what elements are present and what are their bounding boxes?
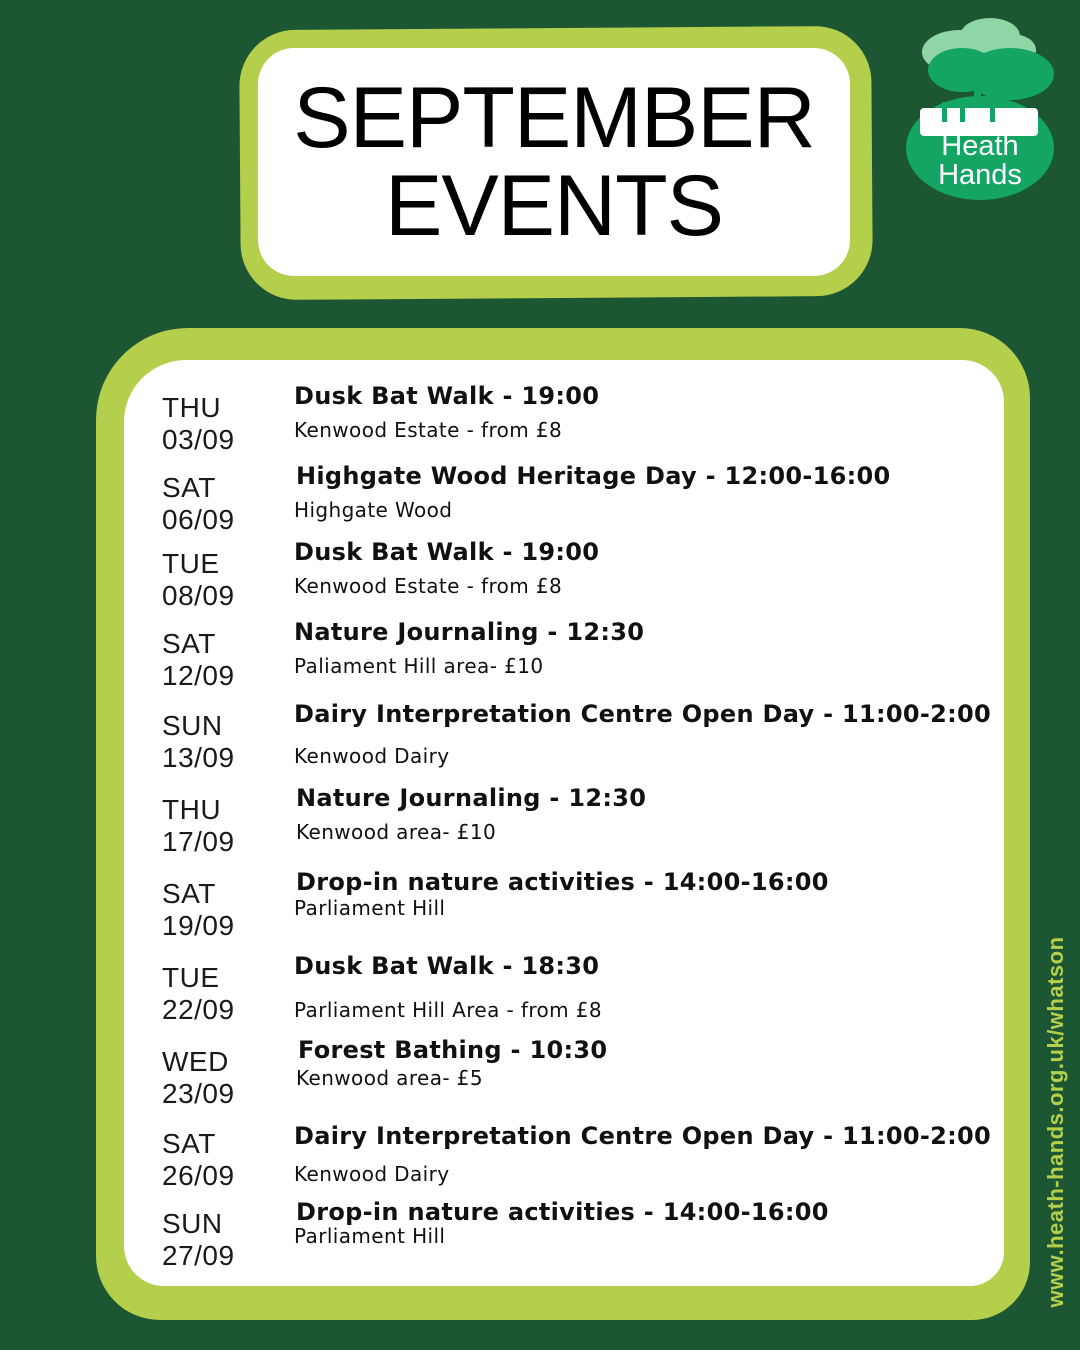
event-date: 17/09	[162, 826, 235, 857]
event-location: Kenwood area- £10	[296, 820, 497, 844]
event-day: THU	[162, 392, 222, 423]
event-location: Highgate Wood	[294, 498, 453, 522]
heath-hands-logo	[900, 10, 1060, 205]
event-title: Drop-in nature activities - 14:00-16:00	[296, 1198, 829, 1226]
event-location: Kenwood area- £5	[296, 1066, 484, 1090]
event-title: Nature Journaling - 12:30	[296, 784, 647, 812]
event-day: SAT	[162, 1128, 216, 1159]
event-day: SUN	[162, 1208, 223, 1239]
event-location: Paliament Hill area- £10	[294, 654, 544, 678]
logo-text-line-2: Hands	[938, 159, 1022, 191]
event-title: Dairy Interpretation Centre Open Day - 11:00-2:00	[294, 1122, 992, 1150]
event-item	[162, 868, 1002, 958]
event-title: Dusk Bat Walk - 18:30	[294, 952, 600, 980]
page-title-line-2: EVENTS	[384, 158, 724, 254]
event-location: Kenwood Dairy	[294, 744, 450, 768]
website-link[interactable]: www.heath-hands.org.uk/whatson	[1043, 936, 1068, 1308]
event-day: TUE	[162, 962, 220, 993]
logo-text-line-1: Heath	[941, 130, 1019, 162]
event-date: 08/09	[162, 580, 235, 611]
event-location: Kenwood Estate - from £8	[294, 574, 563, 598]
event-item	[162, 952, 1002, 1042]
event-day: TUE	[162, 548, 220, 579]
title-card	[258, 48, 850, 276]
event-title: Highgate Wood Heritage Day - 12:00-16:00	[296, 462, 891, 490]
event-item	[162, 700, 1002, 790]
event-item	[162, 1198, 1002, 1288]
event-day: SAT	[162, 472, 216, 503]
event-item	[162, 618, 1002, 708]
event-date: 03/09	[162, 424, 235, 455]
event-location: Parliament Hill Area - from £8	[294, 998, 603, 1022]
event-date: 06/09	[162, 504, 235, 535]
event-location: Kenwood Estate - from £8	[294, 418, 563, 442]
event-title: Dusk Bat Walk - 19:00	[294, 382, 600, 410]
page-title-line-1: SEPTEMBER	[293, 70, 815, 166]
event-date: 26/09	[162, 1160, 235, 1191]
event-day: SAT	[162, 878, 216, 909]
event-item	[162, 1036, 1002, 1126]
event-date: 13/09	[162, 742, 235, 773]
event-title: Drop-in nature activities - 14:00-16:00	[296, 868, 829, 896]
event-location: Kenwood Dairy	[294, 1162, 450, 1186]
event-date: 19/09	[162, 910, 235, 941]
event-title: Nature Journaling - 12:30	[294, 618, 645, 646]
event-day: WED	[162, 1046, 229, 1077]
event-day: SAT	[162, 628, 216, 659]
event-date: 23/09	[162, 1078, 235, 1109]
event-item	[162, 784, 1002, 874]
event-item	[162, 538, 1002, 628]
event-item	[162, 382, 1002, 472]
event-title: Dusk Bat Walk - 19:00	[294, 538, 600, 566]
event-day: SUN	[162, 710, 223, 741]
event-item	[162, 1122, 1002, 1208]
event-title: Dairy Interpretation Centre Open Day - 11:00-2:00	[294, 700, 992, 728]
event-title: Forest Bathing - 10:30	[298, 1036, 608, 1064]
event-date: 27/09	[162, 1240, 235, 1271]
event-date: 12/09	[162, 660, 235, 691]
event-day: THU	[162, 794, 222, 825]
event-location: Parliament Hill	[294, 1224, 446, 1248]
event-location: Parliament Hill	[294, 896, 446, 920]
event-date: 22/09	[162, 994, 235, 1025]
